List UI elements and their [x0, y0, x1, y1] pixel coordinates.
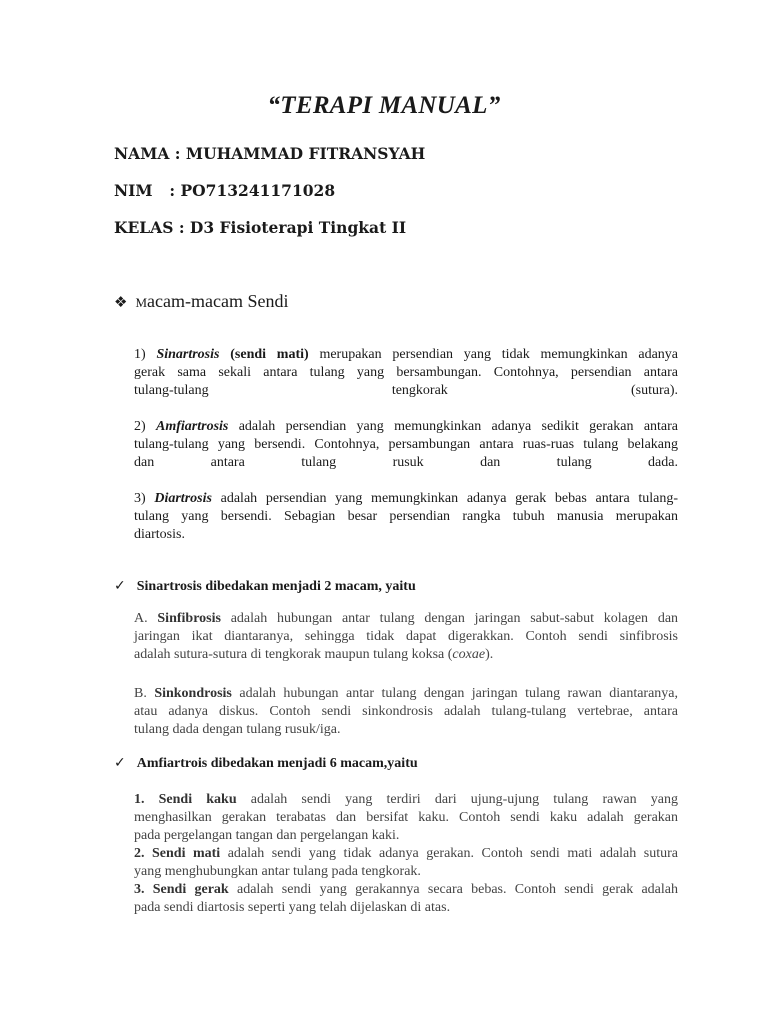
name-line: [114, 144, 425, 163]
sinkondrosis-paragraph: B. Sinkondrosis adalah hubungan antar tulang dengan jaringan tulang rawan diantaranya, atau adanya diskus. Contoh sendi sinkondrosis adalah tulang-tulang vertebrae, antara tulang dada dengan tulang rusuk/iga.: [134, 686, 679, 737]
nim-label: NIM: [114, 181, 153, 200]
nim-value: : PO713241171028: [169, 181, 336, 200]
sinfibrosis-paragraph: A. Sinfibrosis adalah hubungan antar tulang dengan jaringan sabut-sabut kolagen dan jaringan ikat diantaranya, sehingga tidak dapat digerakkan. Contoh sendi sinfibrosis adalah sutura-sutura di tengkorak maupun tulang koksa (coxae).: [134, 611, 679, 662]
name-value: : MUHAMMAD FITRANSYAH: [174, 144, 426, 163]
check-icon: ✓: [114, 578, 126, 594]
document-title: “TERAPI MANUAL”: [267, 92, 501, 119]
name-label: NAMA: [114, 144, 170, 163]
sendi-gerak-paragraph: 3. Sendi gerak adalah sendi yang gerakannya secara bebas. Contoh sendi gerak adalah pada sendi diartosis seperti yang telah dijelaskan di atas.: [134, 882, 678, 915]
type-sinartrosis: 1) Sinartrosis (sendi mati) merupakan persendian yang tidak memungkinkan adanya gerak sama sekali antara tulang yang bersambungan. Contohnya, persendian antara tulang-tulang tengkorak (sutura).: [134, 347, 679, 398]
kelas-label: KELAS: [114, 218, 174, 237]
amfiartrosis-heading: ✓ Amfiartrois dibedakan menjadi 6 macam,yaitu: [114, 755, 418, 771]
check-icon: ✓: [114, 755, 126, 771]
type-amfiartrosis: 2) Amfiartrosis adalah persendian yang memungkinkan adanya sedikit gerakan antara tulang-tulang yang bersendi. Contohnya, persambungan antara ruas-ruas tulang belakang dan antara tulang rusuk dan tulang dada.: [134, 419, 679, 470]
sendi-mati-paragraph: 2. Sendi mati adalah sendi yang tidak adanya gerakan. Contoh sendi mati adalah sutura yang menghubungkan antar tulang pada tengkorak.: [134, 846, 678, 879]
nim-line: [114, 181, 335, 200]
sendi-kaku-paragraph: 1. Sendi kaku adalah sendi yang terdiri dari ujung-ujung tulang rawan yang menghasilkan gerakan terabatas dan bersifat kaku. Contoh sendi kaku adalah gerakan pada pergelangan tangan dan pergelangan kaki.: [134, 792, 678, 843]
kelas-value: : D3 Fisioterapi Tingkat II: [178, 218, 407, 237]
diamond-bullet-icon: ❖: [114, 293, 128, 311]
type-diartrosis: 3) Diartrosis adalah persendian yang memungkinkan adanya gerak bebas antara tulang- tulang yang bersendi. Sebagian besar persendian rangka tubuh manusia merupakan diartosis.: [134, 491, 679, 542]
kelas-line: [114, 218, 406, 237]
section-heading: ❖ Macam-macam Sendi: [114, 291, 289, 311]
sinartrosis-heading: ✓ Sinartrosis dibedakan menjadi 2 macam, yaitu: [114, 578, 416, 594]
